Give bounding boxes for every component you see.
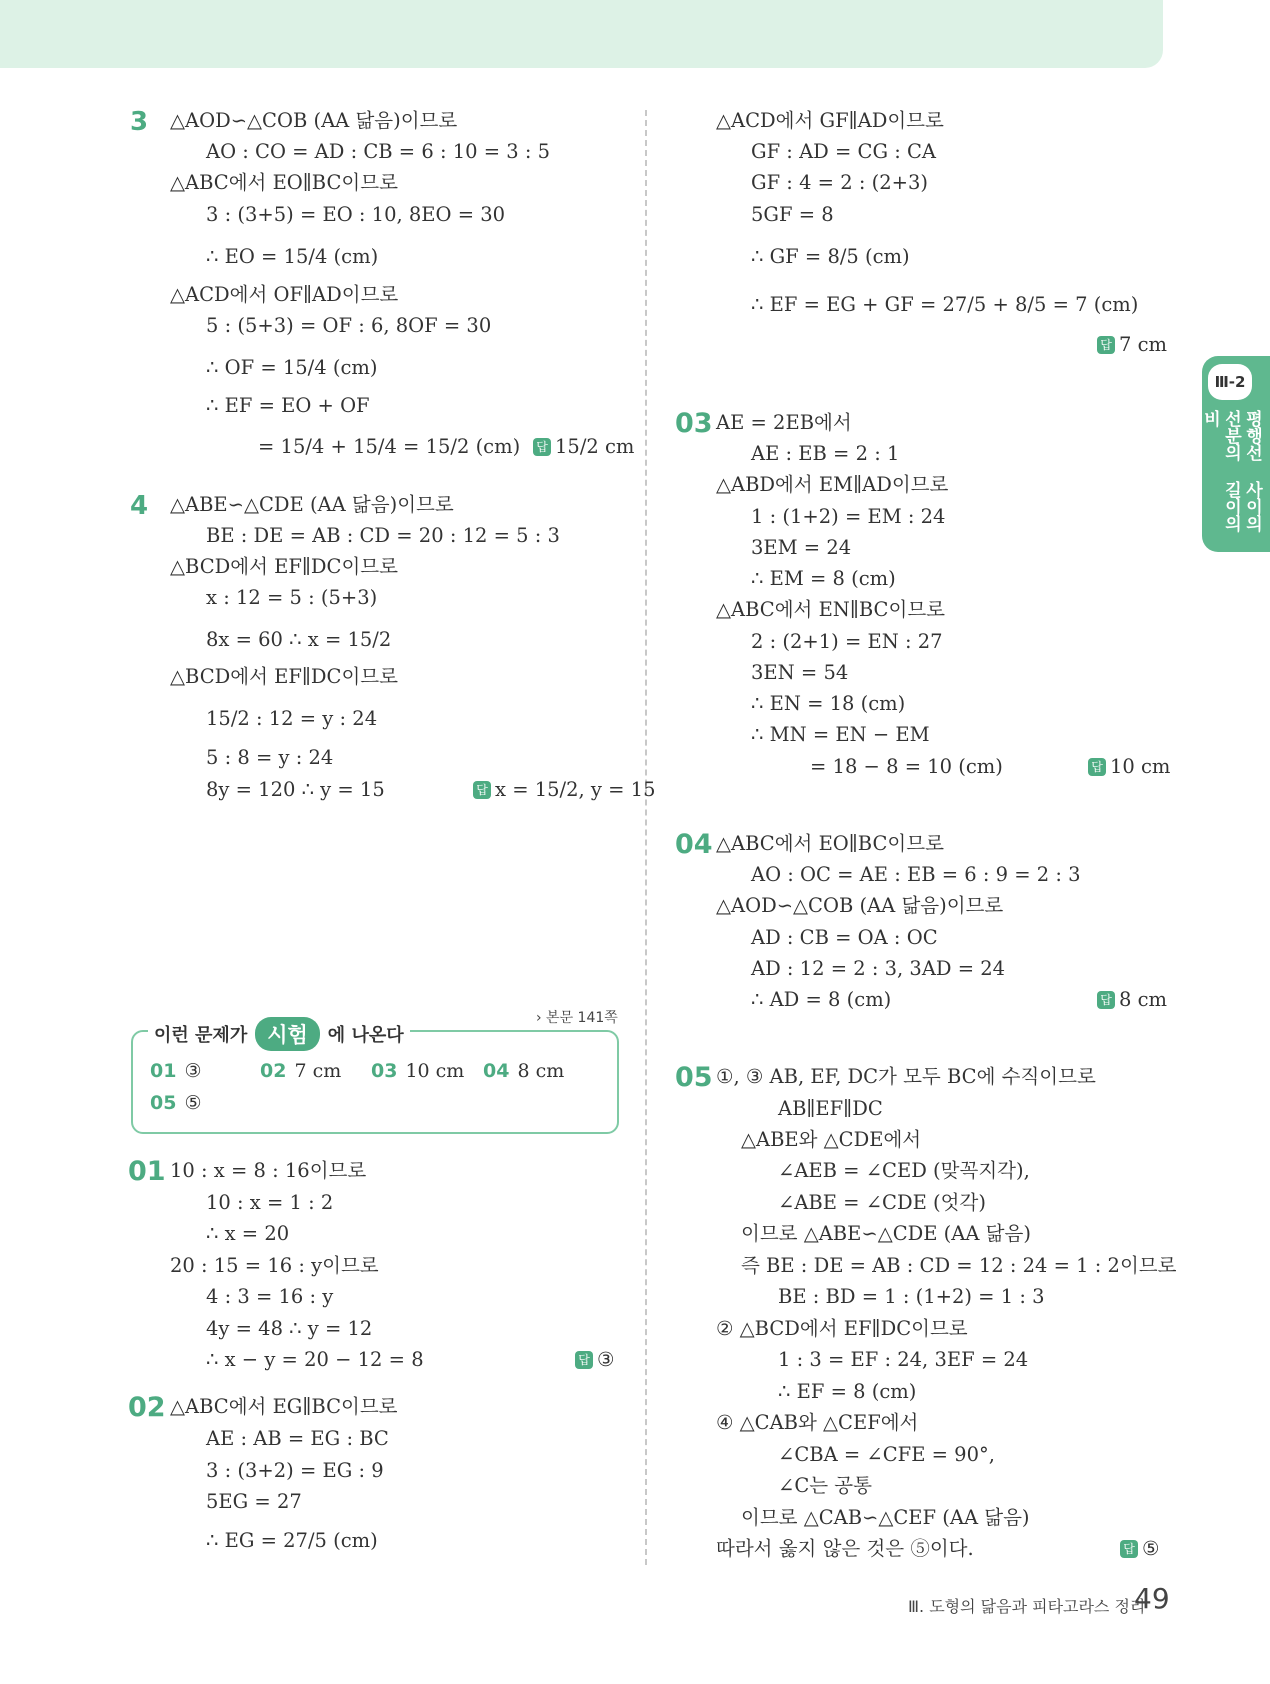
solution-line: △AOD∽△COB (AA 닮음)이므로: [170, 109, 458, 132]
problem-number: 4: [130, 491, 149, 521]
solution-line: ∴ EM = 8 (cm): [751, 567, 896, 590]
solution-line: ∠AEB = ∠CED (맞꼭지각),: [778, 1159, 1030, 1182]
solution-line: ∴ EG = 27/5 (cm): [206, 1529, 378, 1552]
solution-line: ∠C는 공통: [778, 1474, 872, 1497]
answer-badge: [473, 777, 656, 803]
answer-badge: [1097, 987, 1167, 1013]
exam-answer-item: [260, 1060, 341, 1082]
exam-answer-item: [371, 1060, 464, 1082]
solution-line: △BCD에서 EF∥DC이므로: [170, 665, 398, 688]
exam-title-pill: 시험: [255, 1017, 320, 1051]
exam-item-value: 7 cm: [294, 1060, 342, 1082]
page-number: 49: [1134, 1582, 1170, 1615]
answer-badge: [1120, 1536, 1159, 1562]
solution-line: ④ △CAB와 △CEF에서: [716, 1411, 919, 1434]
solution-line: ∴ EF = EG + GF = 27/5 + 8/5 = 7 (cm): [751, 293, 1139, 316]
solution-line: AO : OC = AE : EB = 6 : 9 = 2 : 3: [751, 863, 1081, 886]
solution-line: 4y = 48 ∴ y = 12: [206, 1317, 373, 1340]
solution-line: △ACD에서 OF∥AD이므로: [170, 283, 399, 306]
solution-line: 따라서 옳지 않은 것은 ⑤이다.: [716, 1537, 974, 1560]
exam-item-number: 03: [371, 1060, 398, 1082]
solution-line: 3EN = 54: [751, 661, 849, 684]
answer-icon: 답: [1120, 1540, 1138, 1558]
solution-line: △ACD에서 GF∥AD이므로: [716, 109, 944, 132]
answer-badge: [1088, 754, 1170, 780]
exam-item-value: 10 cm: [405, 1060, 465, 1082]
solution-line: 8y = 120 ∴ y = 15: [206, 778, 385, 801]
exam-item-number: 04: [483, 1060, 510, 1082]
problem-number: 05: [675, 1062, 713, 1093]
solution-line: △ABC에서 EO∥BC이므로: [716, 832, 944, 855]
header-band: [0, 0, 1163, 68]
exam-box-title: [148, 1016, 410, 1052]
solution-line: BE : DE = AB : CD = 20 : 12 = 5 : 3: [206, 524, 560, 547]
exam-item-number: 01: [150, 1060, 177, 1082]
exam-item-number: 05: [150, 1092, 177, 1114]
solution-line: △ABE∽△CDE (AA 닮음)이므로: [170, 493, 454, 516]
solution-line: 5GF = 8: [751, 203, 834, 226]
problem-number: 3: [130, 107, 149, 137]
column-divider: [645, 110, 647, 1565]
answer-text: 7 cm: [1119, 333, 1168, 356]
solution-line: ② △BCD에서 EF∥DC이므로: [716, 1317, 968, 1340]
solution-line: 10 : x = 8 : 16이므로: [170, 1159, 367, 1182]
solution-line: AD : CB = OA : OC: [751, 926, 938, 949]
solution-line: △ABC에서 EG∥BC이므로: [170, 1395, 398, 1418]
answer-text: 10 cm: [1110, 755, 1171, 778]
chapter-side-title: 평행선 사이의 선분의 길이의 비: [1200, 410, 1262, 532]
solution-line: ∴ EN = 18 (cm): [751, 692, 906, 715]
solution-line: △BCD에서 EF∥DC이므로: [170, 555, 398, 578]
answer-text: x = 15/2, y = 15: [495, 778, 656, 801]
answer-badge: [575, 1347, 614, 1373]
exam-item-value: 8 cm: [517, 1060, 565, 1082]
solution-line: 3 : (3+2) = EG : 9: [206, 1459, 384, 1482]
answer-text: ⑤: [1142, 1537, 1160, 1560]
problem-number: 02: [128, 1392, 166, 1423]
solution-line: = 18 − 8 = 10 (cm): [810, 755, 1003, 778]
footer-chapter: Ⅲ. 도형의 닮음과 피타고라스 정리: [908, 1597, 1146, 1616]
solution-line: ∴ EF = EO + OF: [206, 394, 370, 417]
solution-line: = 15/4 + 15/4 = 15/2 (cm): [258, 435, 521, 458]
solution-line: GF : 4 = 2 : (2+3): [751, 171, 928, 194]
solution-line: 10 : x = 1 : 2: [206, 1191, 334, 1214]
solution-line: 5 : (5+3) = OF : 6, 8OF = 30: [206, 314, 492, 337]
exam-item-value: ⑤: [184, 1092, 202, 1114]
solution-line: GF : AD = CG : CA: [751, 140, 936, 163]
solution-line: BE : BD = 1 : (1+2) = 1 : 3: [778, 1285, 1045, 1308]
answer-badge: [1097, 332, 1167, 358]
problem-number: 03: [675, 408, 713, 439]
solution-line: AE = 2EB에서: [716, 411, 852, 434]
solution-line: △ABE와 △CDE에서: [741, 1128, 922, 1151]
exam-title-pre: 이런 문제가: [154, 1025, 248, 1046]
solution-line: ∴ AD = 8 (cm): [751, 988, 892, 1011]
solution-line: 5EG = 27: [206, 1490, 302, 1513]
exam-answer-item: [483, 1060, 564, 1082]
chapter-badge: Ⅲ-2: [1208, 364, 1252, 400]
solution-line: 4 : 3 = 16 : y: [206, 1285, 334, 1308]
answer-text: 8 cm: [1119, 988, 1168, 1011]
solution-line: ∴ EO = 15/4 (cm): [206, 245, 379, 268]
exam-answer-item: [150, 1060, 202, 1082]
solution-line: ∴ x − y = 20 − 12 = 8: [206, 1348, 424, 1371]
solution-line: 1 : 3 = EF : 24, 3EF = 24: [778, 1348, 1029, 1371]
solution-line: AD : 12 = 2 : 3, 3AD = 24: [751, 957, 1006, 980]
solution-line: 8x = 60 ∴ x = 15/2: [206, 628, 392, 651]
solution-line: 즉 BE : DE = AB : CD = 12 : 24 = 1 : 2이므로: [741, 1254, 1177, 1277]
solution-line: 5 : 8 = y : 24: [206, 746, 334, 769]
answer-icon: 답: [533, 438, 551, 456]
solution-line: AE : AB = EG : BC: [206, 1427, 389, 1450]
solution-line: ∠CBA = ∠CFE = 90°,: [778, 1443, 995, 1466]
exam-item-value: ③: [184, 1060, 202, 1082]
solution-line: 15/2 : 12 = y : 24: [206, 707, 378, 730]
solution-line: 이므로 △ABE∽△CDE (AA 닮음): [741, 1222, 1031, 1245]
solution-line: △ABC에서 EN∥BC이므로: [716, 598, 945, 621]
solution-line: △ABC에서 EO∥BC이므로: [170, 171, 398, 194]
answer-icon: 답: [1097, 336, 1115, 354]
exam-item-number: 02: [260, 1060, 287, 1082]
solution-line: ∴ EF = 8 (cm): [778, 1380, 917, 1403]
answer-text: ③: [597, 1348, 615, 1371]
problem-number: 01: [128, 1156, 166, 1187]
solution-line: 20 : 15 = 16 : y이므로: [170, 1254, 379, 1277]
solution-line: 1 : (1+2) = EM : 24: [751, 505, 946, 528]
solution-line: ∴ OF = 15/4 (cm): [206, 356, 378, 379]
solution-line: △AOD∽△COB (AA 닮음)이므로: [716, 894, 1004, 917]
solution-line: 이므로 △CAB∽△CEF (AA 닮음): [741, 1506, 1030, 1529]
solution-line: x : 12 = 5 : (5+3): [206, 586, 378, 609]
answer-text: 15/2 cm: [555, 435, 635, 458]
solution-line: AE : EB = 2 : 1: [751, 442, 900, 465]
solution-line: ∴ MN = EN − EM: [751, 723, 930, 746]
solution-line: AO : CO = AD : CB = 6 : 10 = 3 : 5: [206, 140, 551, 163]
solution-line: ∠ABE = ∠CDE (엇각): [778, 1191, 986, 1214]
answer-icon: 답: [575, 1351, 593, 1369]
solution-line: ∴ x = 20: [206, 1222, 290, 1245]
solution-line: AB∥EF∥DC: [778, 1097, 883, 1120]
solution-line: ∴ GF = 8/5 (cm): [751, 245, 910, 268]
textbook-page-link[interactable]: › 본문 141쪽: [536, 1010, 618, 1026]
solution-line: 2 : (2+1) = EN : 27: [751, 630, 943, 653]
exam-title-post: 에 나온다: [327, 1025, 404, 1046]
answer-icon: 답: [1088, 758, 1106, 776]
solution-line: ①, ③ AB, EF, DC가 모두 BC에 수직이므로: [716, 1065, 1096, 1088]
answer-badge: [533, 434, 634, 460]
exam-answer-item: [150, 1092, 202, 1114]
answer-icon: 답: [1097, 991, 1115, 1009]
problem-number: 04: [675, 829, 713, 860]
solution-line: 3 : (3+5) = EO : 10, 8EO = 30: [206, 203, 506, 226]
solution-line: 3EM = 24: [751, 536, 852, 559]
answer-icon: 답: [473, 781, 491, 799]
solution-line: △ABD에서 EM∥AD이므로: [716, 473, 949, 496]
